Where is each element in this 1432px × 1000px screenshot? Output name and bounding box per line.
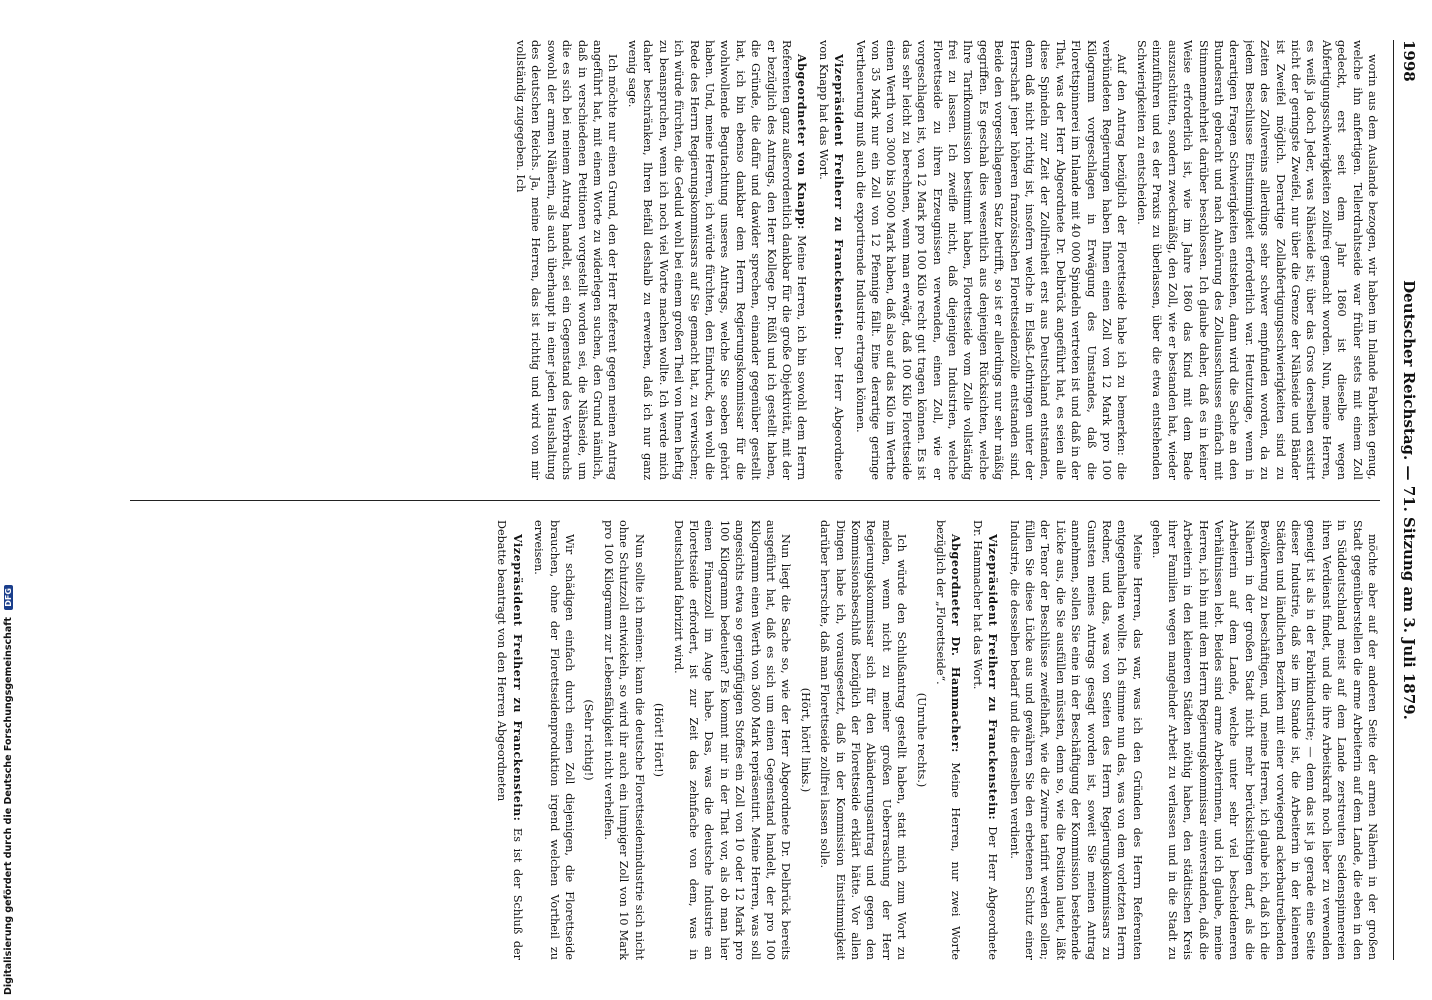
speech-text: Meine Herren, ich bin sowohl dem Herrn Referenten ganz außerordentlich dankbar für die große Objektivität, mit der er bezüglich des Antrags, den Herr Kollege Dr. Rüßl und ich gestellt haben, die Gründe, die dafür und dawider sprechen, einander gegenüber gestellt hat, ich bin ebenso dankbar dem Herrn Regierungskommissar für die wohlwollende Begutachtung unseres Antrags, welche Sie soeben gehört haben. Und, meine Herren, ich würde fürchten, den Eindruck, den wohl die Rede des Herrn Regierungskommissars auf Sie gemacht hat, zu verwischen; ich würde fürchten, die Geduld wohl bei einem großen Theil von Ihnen heftig zu beanspruchen, wenn ich noch viel Worte machen wollte. Ich werde mich daher beschränken, Ihren Beifall deshalb zu erwerben, daß ich nur ganz wenig sage. <box>625 40 809 480</box>
speech-turn <box>494 520 525 960</box>
reaction-note: (Hört! Hört!) <box>652 703 666 777</box>
paragraph: Auf den Antrag bezüglich der Florettseide habe ich zu bemerken: die verbündeten Regierungen haben Ihnen einen Zoll von 12 Mark pro 100 Kilogramm vorgeschlagen in Erwägung des Umstandes, daß die Florettspinnerei im Inlande mit 40 000 Spindeln vertreten ist und daß in der That, was der Herr Abgeordnete Dr. Delbrück angeführt hat, es seien alle diese Spindeln zur Zeit der Zollfreiheit erst aus Deutschland entstanden, denn daß nicht richtig ist, insofern welche in Elsaß-Lothringen unter der Herrschaft jener höheren französischen Florettseidenzölle entstanden sind. Beide den vorgeschlagenen Satz betrifft, so ist er allerdings nur sehr mäßig gegriffen. Es geschah dies wesentlich aus denjenigen Rücksichten, welche Ihre Tarifkommission bestimmt haben, Florettseide vom Zolle vollständig frei zu lassen. Ich zweifle nicht, daß diejenigen Industrien, welche Florettseide zu ihren Erzeugnissen verwenden, einen Zoll, wie er vorgeschlagen ist, von 12 Mark pro 100 Kilo recht gut tragen können. Es ist das sehr leicht zu berechnen, wenn man erwägt, daß 100 Kilo Florettseide einen Werth von 3000 bis 5000 Mark haben, daß also auf das Kilo im Werthe von 35 Mark nur ein Zoll von 12 Pfennige fällt. Eine derartige geringe Vertheuerung muß auch die exportirende Industrie ertragen können. <box>853 40 1129 480</box>
paragraph: Nun sollte ich meinen: kann die deutsche Florettseidenindustrie sich nicht ohne Schutzzoll entwickeln, so wird ihr auch ein lumpiger Zoll von 10 Mark pro 100 Kilogramm zur Lebensfähigkeit nicht verhelfen. <box>601 520 646 960</box>
speech-turn <box>969 520 1000 960</box>
paragraph: Ich möchte nur einen Grund, den der Herr Referent gegen meinen Antrag angeführt hat, mit einem Worte zu widerlegen suchen, den Grund nämlich, daß in verschiedenen Petitionen vorgestellt worden sei, die Nähseide, um die es sich bei meinem Antrag handelt, sei ein Gegenstand des Verbrauchs sowohl der armen Näherin, als auch überhaupt in einer jeden Haushaltung des deutschen Reichs. Ja, meine Herren, das ist richtig und wird von mir vollständig zugegeben. Ich <box>514 40 620 480</box>
dfg-logo: DFG <box>4 585 13 610</box>
speaker-name: Vizepräsident Freiherr zu Franckenstein: <box>986 534 1001 821</box>
speaker-name: Vizepräsident Freiherr zu Franckenstein: <box>510 534 525 822</box>
column-divider <box>130 500 1380 501</box>
speech-turn <box>933 520 964 960</box>
paragraph: Wir schädigen einfach durch einen Zoll diejenigen, die Florettseide brauchen, ohne der Florettseidenproduktion irgend welchen Vortheil zu erweisen. <box>532 520 577 960</box>
digitization-credit-text: Digitalisierung gefördert durch die Deutsche Forschungsgemeinschaft <box>3 617 14 995</box>
digitization-credit-strip <box>0 0 20 1000</box>
left-column <box>130 40 1380 480</box>
paragraph: Nun liegt die Sache so, wie der Herr Abgeordnete Dr. Delbrück bereits ausgeführt hat, daß es sich um einen Gegenstand handelt, der pro 100 Kilogramm einen Werth von 3600 Mark repräsentirt. Meine Herren, was soll angesichts etwa so geringfügigen Stoffes ein Zoll von 10 oder 12 Mark pro 100 Kilogramm bedeuten? Es kommt mir in der That vor, als ob man hier einen Finanzzoll im Auge habe. Das, was die deutsche Industrie an Florettseide erfordert, ist zur Zeit das zehnfache von dem, was in Deutschland fabrizirt wird. <box>671 520 793 960</box>
paragraph: Meine Herren, das war, was ich den Gründen des Herrn Referenten entgegenhalten wollte. Ich stimme nun das, was von dem vorletzten Herrn Redner, und das, was von Seiten des Herrn Regierungskommissars zu Gunsten meines Antrags gesagt worden ist, soweit Sie meinen Antrag annehmen, sollen Sie eine in der Beschäftigung der Kommission bestehende Lücke aus, die Sie ausfüllen müssten, denn so, wie die Position lautet, läßt der Tenor der Beschlüsse zweifelhaft, wie die Zwirne tarifirt werden sollen; füllen Sie diese Lücke aus und gewähren Sie den erbetenen Schutz einer Industrie, die desselben bedarf und die denselben verdient. <box>1007 520 1144 960</box>
speech-text: Meine Herren, nur zwei Worte bezüglich der „Florettseide“. <box>934 520 963 960</box>
reaction-note: (Unruhe rechts.) <box>914 692 928 788</box>
speech-turn <box>815 40 846 480</box>
speaker-name: Vizepräsident Freiherr zu Franckenstein: <box>832 54 847 341</box>
speaker-name: Abgeordneter Dr. Hammacher: <box>949 534 964 753</box>
speech-text: Es ist der Schluß der Debatte beantragt von den Herren Abgeordneten <box>495 520 524 960</box>
speech-turn <box>625 40 810 480</box>
right-column <box>130 520 1380 960</box>
page-header <box>1393 40 1424 960</box>
speaker-name: Abgeordneter von Knapp: <box>795 54 810 230</box>
speech-text: Der Herr Abgeordnete Dr. Hammacher hat das Wort. <box>970 520 1000 960</box>
page-title: Deutscher Reichstag. — 71. Sitzung am 3. Juli 1879. <box>1400 280 1418 720</box>
reaction-note: (Hört, hört! links.) <box>798 687 812 793</box>
digitization-credit <box>3 585 14 995</box>
page-number: 1998 <box>1400 40 1418 82</box>
paragraph: Ich würde den Schlußantrag gestellt haben, statt mich zum Wort zu melden, wenn nicht zu meiner großen Ueberraschung der Herr Regierungskommissar sich für den Abänderungsantrag und gegen den Kommissionsbeschluß bezüglich der Florettseide erklärt hätte. Vor allen Dingen habe ich, vorausgesetzt, daß in der Kommission Einstimmigkeit darüber herrschte, daß man Florettseide zollfrei lassen solle. <box>818 520 909 960</box>
paragraph: möchte aber auf der anderen Seite der armen Näherin in der großen Stadt gegenüberstellen die arme Arbeiterin auf dem Lande, die eben in den in Süddeutschland meist auf dem Lande zerstreuten Seidenspinnereien ihren Verdienst findet, und die ihre Arbeitskraft noch lieber zu verwenden geneigt ist als in der Fabrikindustrie; — denn das ist ja gerade eine Seite dieser Industrie, daß sie im Stande ist, die Arbeiterin in der kleineren Städten und ländlichen Bezirken mit einer vorwiegend ackerbautreibenden Bevölkerung zu beschäftigen, und, meine Herren, ich glaube ich, daß ich die Näherin in der großen Stadt nicht mehr berücksichtigen darf, als die Arbeiterin auf dem Lande, welche unter sehr viel bescheideneren Verhältnissen lebt. Beides sind arme Arbeiterinnen, und ich glaube, meine Herren, ich bin mit dem Herrn Regierungskommissar einverstanden, daß die Arbeiterin in den kleineren Städten nöthig haben, den städtischen Kreis ihrer Familien wegen mangelnder Arbeit zu verlassen und in die Stadt zu gehen. <box>1150 520 1379 960</box>
reaction-note: (Sehr richtig!) <box>582 699 596 781</box>
speech-text: Der Herr Abgeordnete von Knapp hat das Wort. <box>816 40 846 480</box>
paragraph: worin aus dem Auslande bezogen, wir haben im Inlande Fabriken genug, welche ihn anfertigen. Tellerdrahtseide war früher stets mit einem Zoll gedeckt, erst seit dem Jahr 1860 ist dieselbe wegen Abfertigungsschwierigkeiten zollfrei gemacht worden. Nun, meine Herren, es weiß ja doch Jeder, was Nähseide ist; über das Gros derselben existirt nicht der geringste Zweifel, nur über die Grenze der Nähseide und Bänder ist Zweifel möglich. Derartige Zollabfertigungsschwierigkeiten sind zu Zeiten des Zollvereins allerdings sehr schwer empfunden worden, da zu jedem Beschlusse Einstimmigkeit erforderlich war. Heutzutage, wenn in derartigen Fragen Schwierigkeiten entstehen, dann wird die Sache an den Bundesrath gebracht und nach Anhörung des Zollausschusses einfach mit Stimmenmehrheit darüber beschlossen. Ich glaube daher, daß es in keiner Weise erforderlich ist, wie im Jahre 1860 das Kind mit dem Bade auszuschütten, sondern zweckmäßig, den Zoll, wie er bestanden hat, wieder einzuführen und es der Praxis zu überlassen, über die etwa entstehenden Schwierigkeiten zu entscheiden. <box>1134 40 1379 480</box>
